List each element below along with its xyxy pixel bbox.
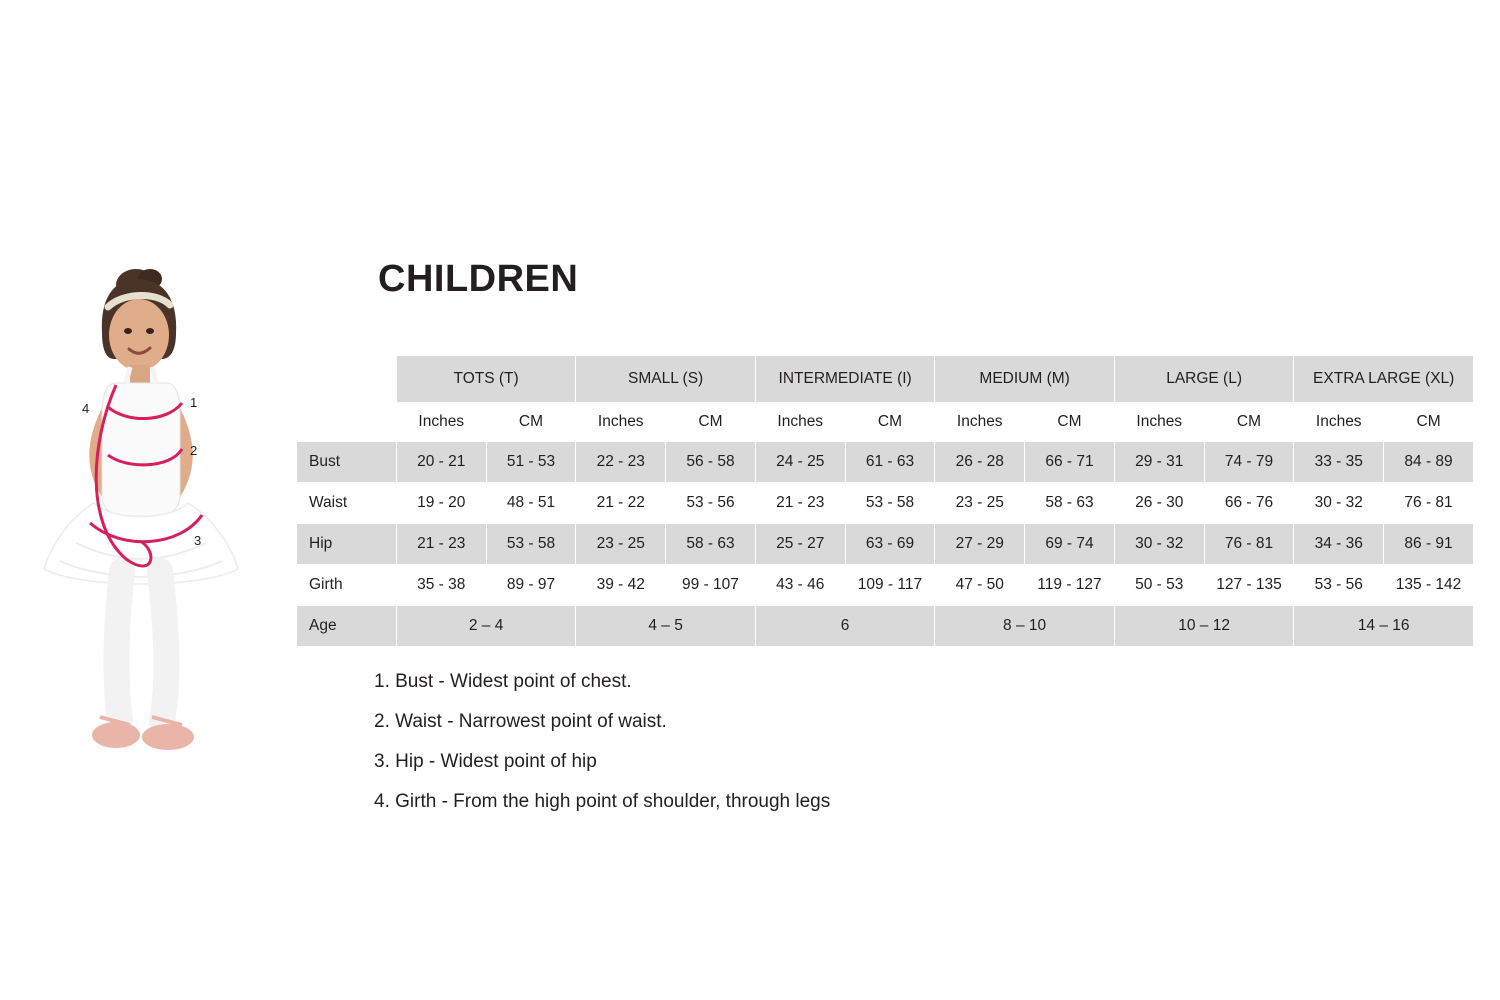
cell-hip-large-inches: 30 - 32 — [1114, 524, 1204, 565]
group-header-tots: TOTS (T) — [396, 356, 576, 403]
note-bust: 1. Bust - Widest point of chest. — [374, 671, 632, 692]
cell-waist-extra-large-cm: 76 - 81 — [1384, 483, 1474, 524]
cell-age-medium: 8 – 10 — [935, 606, 1115, 647]
cell-girth-small-inches: 39 - 42 — [576, 565, 666, 606]
row-label-waist: Waist — [297, 483, 397, 524]
table-row — [297, 565, 1474, 606]
unit-header-cm-medium: CM — [1025, 403, 1115, 442]
unit-header-inches-large: Inches — [1114, 403, 1204, 442]
row-label-age: Age — [297, 606, 397, 647]
cell-bust-medium-inches: 26 - 28 — [935, 442, 1025, 483]
unit-header-inches-small: Inches — [576, 403, 666, 442]
table-row — [297, 442, 1474, 483]
cell-age-intermediate: 6 — [755, 606, 935, 647]
cell-bust-extra-large-inches: 33 - 35 — [1294, 442, 1384, 483]
group-header-intermediate: INTERMEDIATE (I) — [755, 356, 935, 403]
cell-bust-intermediate-inches: 24 - 25 — [755, 442, 845, 483]
dancer-figure — [30, 255, 270, 815]
unit-header-cm-large: CM — [1204, 403, 1294, 442]
cell-hip-intermediate-inches: 25 - 27 — [755, 524, 845, 565]
cell-girth-intermediate-cm: 109 - 117 — [845, 565, 935, 606]
cell-girth-medium-inches: 47 - 50 — [935, 565, 1025, 606]
cell-girth-large-cm: 127 - 135 — [1204, 565, 1294, 606]
cell-bust-tots-cm: 51 - 53 — [486, 442, 576, 483]
cell-hip-small-inches: 23 - 25 — [576, 524, 666, 565]
table-row-age — [297, 606, 1474, 647]
unit-header-cm-extra-large: CM — [1384, 403, 1474, 442]
note-waist: 2. Waist - Narrowest point of waist. — [374, 711, 667, 732]
unit-header-inches-extra-large: Inches — [1294, 403, 1384, 442]
table-unit-header-row — [297, 403, 1474, 442]
cell-girth-tots-inches: 35 - 38 — [396, 565, 486, 606]
cell-waist-large-cm: 66 - 76 — [1204, 483, 1294, 524]
cell-bust-small-inches: 22 - 23 — [576, 442, 666, 483]
group-header-small: SMALL (S) — [576, 356, 756, 403]
cell-bust-large-inches: 29 - 31 — [1114, 442, 1204, 483]
cell-waist-tots-cm: 48 - 51 — [486, 483, 576, 524]
note-hip: 3. Hip - Widest point of hip — [374, 751, 597, 772]
corner-cell — [297, 356, 397, 403]
cell-age-tots: 2 – 4 — [396, 606, 576, 647]
group-header-large: LARGE (L) — [1114, 356, 1294, 403]
cell-hip-extra-large-cm: 86 - 91 — [1384, 524, 1474, 565]
cell-waist-intermediate-inches: 21 - 23 — [755, 483, 845, 524]
cell-girth-extra-large-cm: 135 - 142 — [1384, 565, 1474, 606]
cell-girth-medium-cm: 119 - 127 — [1025, 565, 1115, 606]
figure-marker-2: 2 — [190, 443, 198, 458]
cell-waist-intermediate-cm: 53 - 58 — [845, 483, 935, 524]
measurement-notes — [374, 662, 830, 822]
cell-bust-tots-inches: 20 - 21 — [396, 442, 486, 483]
cell-hip-tots-inches: 21 - 23 — [396, 524, 486, 565]
row-label-bust: Bust — [297, 442, 397, 483]
figure-marker-3: 3 — [194, 533, 202, 548]
note-girth: 4. Girth - From the high point of shoulder, through legs — [374, 791, 831, 812]
cell-bust-extra-large-cm: 84 - 89 — [1384, 442, 1474, 483]
table-row — [297, 483, 1474, 524]
group-header-extra-large: EXTRA LARGE (XL) — [1294, 356, 1474, 403]
cell-age-extra-large: 14 – 16 — [1294, 606, 1474, 647]
cell-hip-intermediate-cm: 63 - 69 — [845, 524, 935, 565]
table-row — [297, 524, 1474, 565]
cell-hip-large-cm: 76 - 81 — [1204, 524, 1294, 565]
page-title: CHILDREN — [378, 258, 579, 300]
cell-hip-tots-cm: 53 - 58 — [486, 524, 576, 565]
cell-waist-medium-cm: 58 - 63 — [1025, 483, 1115, 524]
cell-hip-extra-large-inches: 34 - 36 — [1294, 524, 1384, 565]
unit-header-inches-tots: Inches — [396, 403, 486, 442]
cell-bust-small-cm: 56 - 58 — [666, 442, 756, 483]
unit-header-cm-small: CM — [666, 403, 756, 442]
cell-girth-tots-cm: 89 - 97 — [486, 565, 576, 606]
cell-bust-large-cm: 74 - 79 — [1204, 442, 1294, 483]
cell-waist-tots-inches: 19 - 20 — [396, 483, 486, 524]
unit-header-cm-tots: CM — [486, 403, 576, 442]
size-chart-table — [296, 355, 1474, 647]
group-header-medium: MEDIUM (M) — [935, 356, 1115, 403]
cell-hip-medium-inches: 27 - 29 — [935, 524, 1025, 565]
cell-girth-small-cm: 99 - 107 — [666, 565, 756, 606]
cell-bust-medium-cm: 66 - 71 — [1025, 442, 1115, 483]
figure-marker-1: 1 — [190, 395, 198, 410]
cell-waist-small-inches: 21 - 22 — [576, 483, 666, 524]
unit-header-cm-intermediate: CM — [845, 403, 935, 442]
figure-marker-4: 4 — [82, 401, 90, 416]
cell-waist-medium-inches: 23 - 25 — [935, 483, 1025, 524]
cell-age-small: 4 – 5 — [576, 606, 756, 647]
cell-waist-small-cm: 53 - 56 — [666, 483, 756, 524]
unit-header-inches-medium: Inches — [935, 403, 1025, 442]
unit-header-inches-intermediate: Inches — [755, 403, 845, 442]
cell-waist-extra-large-inches: 30 - 32 — [1294, 483, 1384, 524]
cell-girth-extra-large-inches: 53 - 56 — [1294, 565, 1384, 606]
cell-waist-large-inches: 26 - 30 — [1114, 483, 1204, 524]
cell-hip-small-cm: 58 - 63 — [666, 524, 756, 565]
cell-girth-large-inches: 50 - 53 — [1114, 565, 1204, 606]
cell-bust-intermediate-cm: 61 - 63 — [845, 442, 935, 483]
cell-age-large: 10 – 12 — [1114, 606, 1294, 647]
cell-girth-intermediate-inches: 43 - 46 — [755, 565, 845, 606]
row-label-girth: Girth — [297, 565, 397, 606]
table-group-header-row — [297, 356, 1474, 403]
unit-corner-cell — [297, 403, 397, 442]
cell-hip-medium-cm: 69 - 74 — [1025, 524, 1115, 565]
row-label-hip: Hip — [297, 524, 397, 565]
